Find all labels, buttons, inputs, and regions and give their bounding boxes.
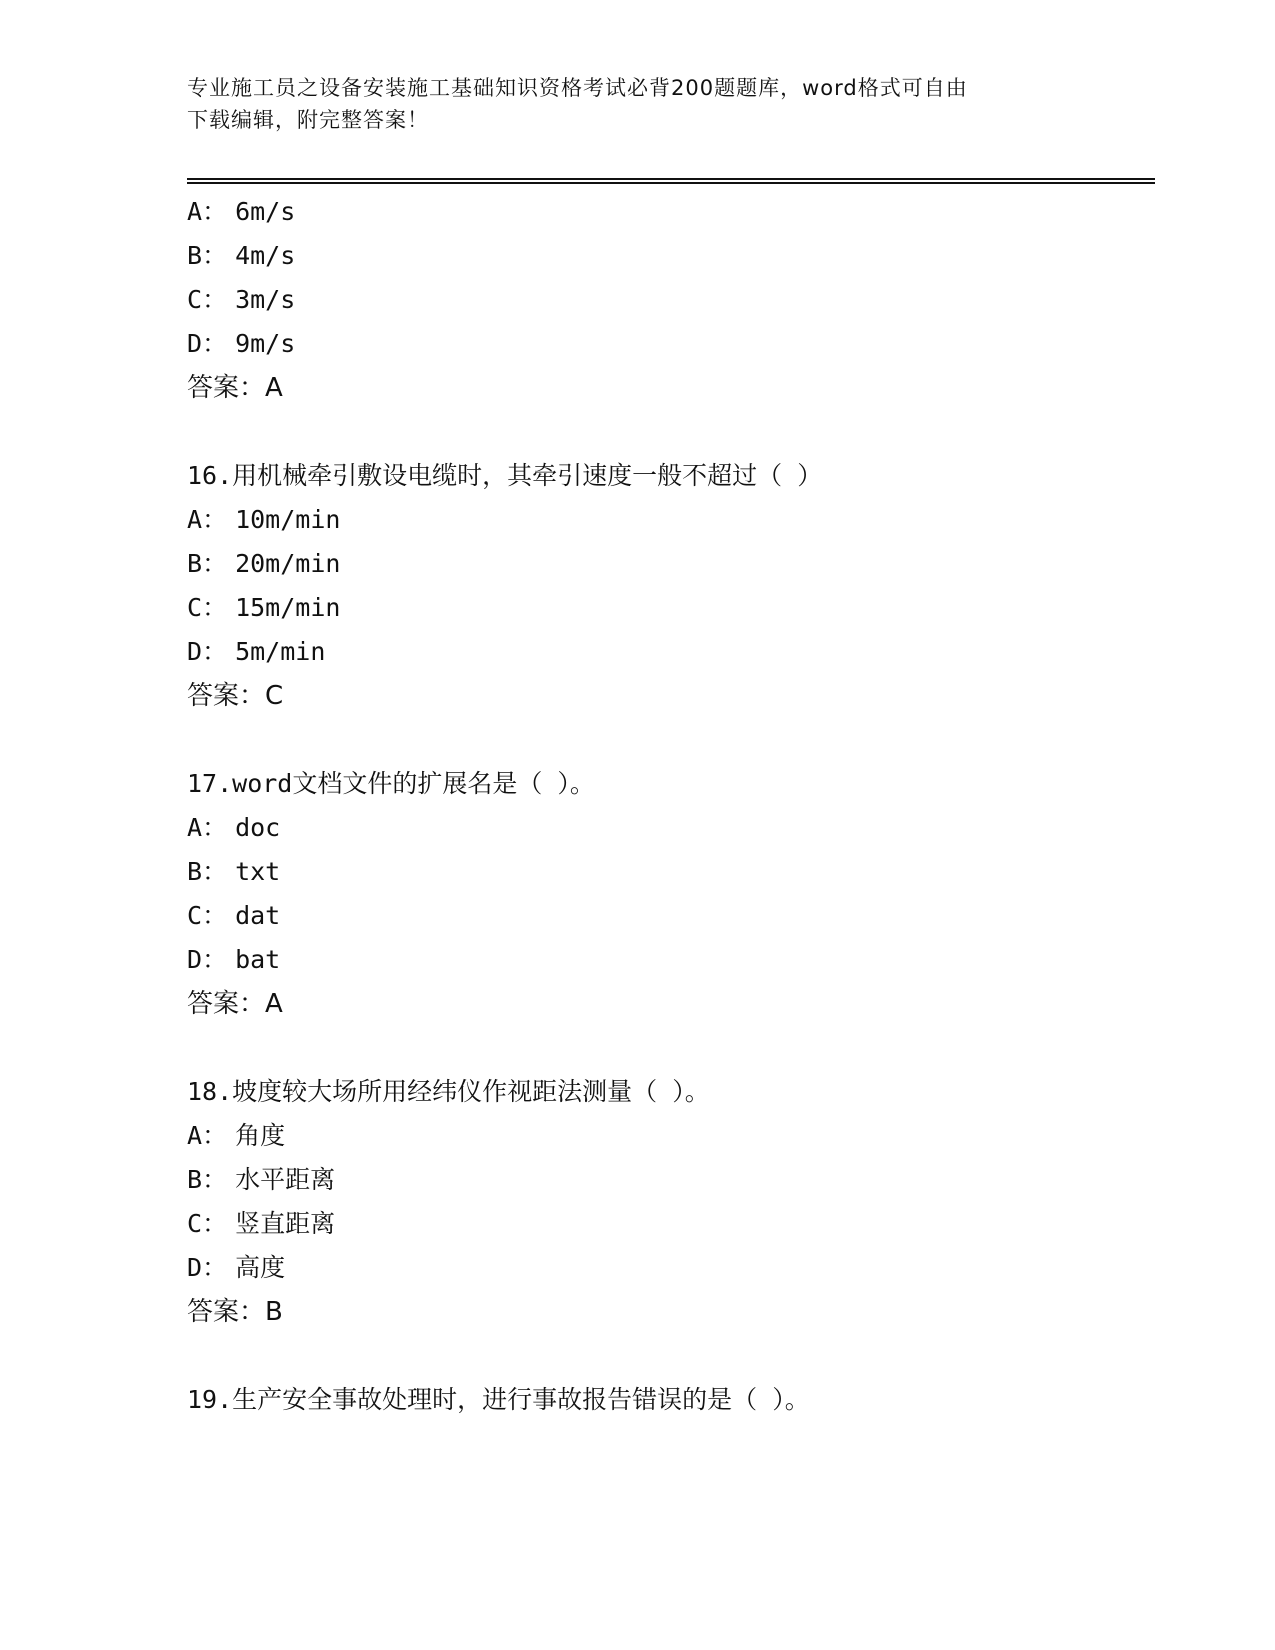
option-letter: A [187,813,203,842]
option-text: 3m/s [235,285,296,314]
option-separator: ： [202,505,228,534]
option-letter: B [187,857,203,886]
option-letter: C [187,901,203,930]
option-d [187,324,295,364]
option-text: 4m/s [235,241,296,270]
option-letter: B [187,1165,203,1194]
option-text: 6m/s [235,197,296,226]
option-text: bat [235,945,281,974]
option-a [187,192,295,232]
option-text: 15m/min [235,593,341,622]
option-separator: ： [202,197,228,226]
option-text: 20m/min [235,549,341,578]
option-letter: D [187,329,203,358]
option-d [187,940,280,980]
option-text: 角度 [235,1121,286,1150]
option-c [187,588,340,628]
option-a [187,500,340,540]
answer-line: 答案：A [187,373,283,403]
option-text: 9m/s [235,329,296,358]
option-text: 10m/min [235,505,341,534]
option-letter: D [187,637,203,666]
question-text: 17.word文档文件的扩展名是（ ）。 [187,769,595,798]
option-text: doc [235,813,281,842]
option-letter: C [187,285,203,314]
option-letter: D [187,945,203,974]
header-divider-top [187,178,1155,180]
document-header [187,72,1067,136]
option-a [187,1116,285,1156]
option-text: 5m/min [235,637,326,666]
option-separator: ： [202,285,228,314]
option-separator: ： [202,901,228,930]
option-letter: B [187,241,203,270]
option-separator: ： [202,813,228,842]
option-letter: A [187,1121,203,1150]
option-letter: A [187,505,203,534]
option-text: 高度 [235,1253,286,1282]
option-b [187,1160,335,1200]
option-separator: ： [202,945,228,974]
option-b [187,236,295,276]
question-text: 19.生产安全事故处理时，进行事故报告错误的是（ ）。 [187,1385,810,1414]
answer-line: 答案：C [187,681,284,711]
option-text: 竖直距离 [235,1209,336,1238]
option-text: txt [235,857,281,886]
question-text: 16.用机械牵引敷设电缆时，其牵引速度一般不超过（ ） [187,461,823,490]
option-c [187,1204,335,1244]
option-d [187,632,325,672]
option-separator: ： [202,1121,228,1150]
option-letter: D [187,1253,203,1282]
option-letter: B [187,549,203,578]
answer-line: 答案：B [187,1297,283,1327]
option-separator: ： [202,857,228,886]
answer-line: 答案：A [187,989,283,1019]
option-separator: ： [202,329,228,358]
header-divider-bottom [187,182,1155,184]
option-separator: ： [202,241,228,270]
option-separator: ： [202,637,228,666]
option-text: dat [235,901,281,930]
option-a [187,808,280,848]
header-title-line-2: 下载编辑，附完整答案！ [187,108,429,132]
question-text: 18.坡度较大场所用经纬仪作视距法测量（ ）。 [187,1077,710,1106]
option-separator: ： [202,1165,228,1194]
header-title-line-1: 专业施工员之设备安装施工基础知识资格考试必背200题题库，word格式可自由 [187,76,968,100]
option-letter: C [187,593,203,622]
option-letter: C [187,1209,203,1238]
option-b [187,852,280,892]
option-separator: ： [202,549,228,578]
option-text: 水平距离 [235,1165,336,1194]
option-separator: ： [202,1209,228,1238]
option-d [187,1248,285,1288]
option-b [187,544,340,584]
option-c [187,280,295,320]
option-separator: ： [202,593,228,622]
option-separator: ： [202,1253,228,1282]
option-letter: A [187,197,203,226]
option-c [187,896,280,936]
